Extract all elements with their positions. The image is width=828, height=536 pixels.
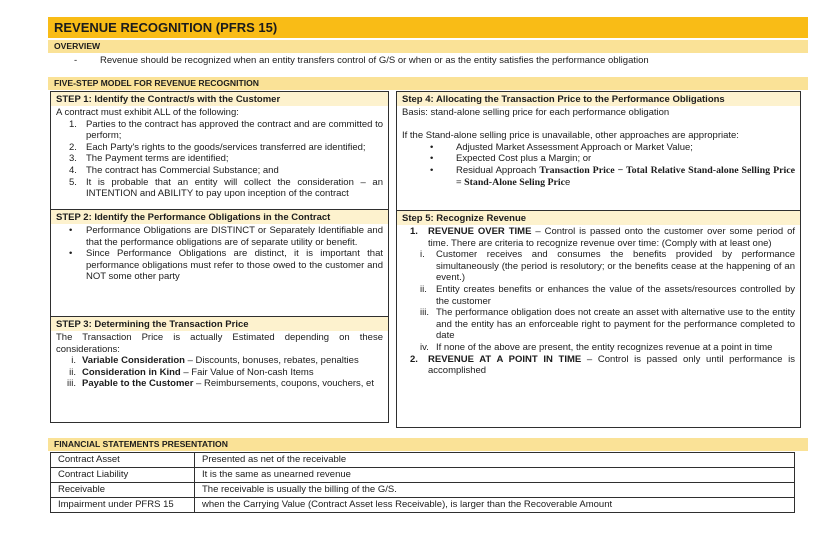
roman-marker: i. [71, 355, 76, 367]
five-step-heading: FIVE-STEP MODEL FOR REVENUE RECOGNITION [48, 77, 808, 90]
list-marker: 5. [69, 176, 77, 188]
table-row [51, 498, 795, 513]
bullet-marker: • [430, 153, 434, 165]
step-3-intro: The Transaction Price is actually Estimated depending on these considerations: [56, 332, 383, 355]
step-5-section [397, 210, 800, 427]
overview-bullet [48, 55, 808, 67]
blank-line [402, 119, 795, 131]
sub-list-item [402, 307, 795, 342]
step-1-intro: A contract must exhibit ALL of the following: [56, 107, 239, 118]
overview-bullet-text: Revenue should be recognized when an entity transfers control of G/S or when or as the entity satisfies the performance obligation [100, 55, 649, 66]
table-row [51, 468, 795, 483]
bold-term: REVENUE AT A POINT IN TIME [428, 353, 582, 365]
bold-term: Payable to the Customer [82, 378, 194, 390]
bullet-marker: • [69, 225, 73, 236]
list-text: Performance Obligations are DISTINCT or Separately Identifiable and that the performance obligations are of separate utility or benefit. [86, 225, 383, 248]
bullet-marker: • [430, 164, 434, 176]
step-1-section [51, 92, 388, 209]
list-text [428, 354, 795, 377]
bold-term: REVENUE OVER TIME [428, 226, 532, 237]
list-text: It is probable that an entity will collect the consideration – an INTENTION and ABILITY to pay upon inception of the contract [86, 176, 383, 200]
step-2-body [51, 224, 388, 316]
bullet-marker: • [430, 141, 434, 153]
term-definition: – Reimbursements, coupons, vouchers, et [193, 378, 374, 390]
financial-statements-heading: FINANCIAL STATEMENTS PRESENTATION [48, 438, 808, 451]
list-text [82, 367, 383, 379]
list-item [56, 142, 383, 154]
sub-list-item [402, 342, 795, 354]
step-3-header: STEP 3: Determining the Transaction Price [51, 317, 388, 331]
step-4-body [397, 106, 800, 210]
roman-marker: i. [420, 249, 425, 261]
list-text: Expected Cost plus a Margin; or [456, 153, 592, 165]
list-marker: 1. [410, 226, 418, 237]
step-2-section [51, 209, 388, 316]
list-item-revenue-at-point-in-time [402, 354, 795, 377]
step-4-header: Step 4: Allocating the Transaction Price to the Performance Obligations [397, 92, 800, 106]
list-text: The Payment terms are identified; [86, 153, 229, 165]
formula-tail: e [565, 176, 571, 188]
term-definition: – Control is passed onto the customer over some period of time. There are criteria to recognize revenue over time: (Comply with at least one) [428, 226, 795, 249]
list-text: Customer receives and consumes the benefits provided by performance simultaneously (the period is resolutory; or the benefits cease at the happening of an event.) [436, 249, 795, 284]
step-2-header: STEP 2: Identify the Performance Obligations in the Contract [51, 210, 388, 224]
row-value: when the Carrying Value (Contract Asset less Receivable), is larger than the Recoverable Amount [195, 498, 795, 513]
dash-marker: - [74, 55, 78, 66]
row-label: Receivable [51, 483, 195, 498]
list-marker: 2. [410, 353, 418, 365]
list-text [82, 378, 383, 390]
list-text [428, 226, 795, 249]
step-3-section [51, 316, 388, 421]
list-item [402, 142, 795, 154]
roman-marker: iii. [420, 307, 429, 319]
residual-approach-label: Residual Approach [456, 164, 540, 176]
term-definition: – Fair Value of Non-cash Items [180, 366, 314, 378]
roman-marker: iii. [67, 378, 76, 390]
financial-statements-table [50, 452, 795, 513]
list-text: Since Performance Obligations are distinct, it is important that performance obligations must refer to those owed to the customer and NOT some other party [86, 248, 383, 283]
step-4-section [397, 92, 800, 210]
list-text: The performance obligation does not create an asset with alternative use to the entity and the entity has an enforceable right to payment for the performance completed to date [436, 307, 795, 342]
row-value: It is the same as unearned revenue [195, 468, 795, 483]
row-value: The receivable is usually the billing of the G/S. [195, 483, 795, 498]
list-item [56, 378, 383, 390]
step-3-body [51, 331, 388, 421]
list-text: If none of the above are present, the entity recognizes revenue at a point in time [436, 341, 773, 353]
table-row [51, 453, 795, 468]
overview-heading: OVERVIEW [48, 40, 808, 53]
row-label: Contract Liability [51, 468, 195, 483]
row-value: Presented as net of the receivable [195, 453, 795, 468]
sub-list-item [402, 284, 795, 307]
list-marker: 4. [69, 164, 77, 176]
list-marker: 3. [69, 153, 77, 165]
list-item [56, 177, 383, 200]
term-definition: – Discounts, bonuses, rebates, penalties [184, 355, 359, 367]
step-4-intro: If the Stand-alone selling price is unavailable, other approaches are appropriate: [402, 130, 739, 142]
bold-term: Consideration in Kind [82, 366, 181, 378]
list-text: Parties to the contract has approved the contract and are committed to perform; [86, 118, 383, 142]
table-row [51, 483, 795, 498]
step-5-header: Step 5: Recognize Revenue [397, 211, 800, 225]
list-item [56, 153, 383, 165]
step-1-header: STEP 1: Identify the Contract/s with the Customer [51, 92, 388, 106]
list-text [456, 165, 795, 188]
bold-term: Variable Consideration [82, 355, 185, 367]
list-text: Entity creates benefits or enhances the value of the assets/resources controlled by the customer [436, 283, 795, 307]
roman-marker: ii. [69, 366, 76, 378]
list-marker: 1. [69, 118, 77, 130]
stand-alone-price-formula: Transaction Price − Total Relative Stand-alone Selling Price = Stand-Alone Seling Pric [456, 164, 795, 188]
list-text [82, 355, 383, 367]
page-title: REVENUE RECOGNITION (PFRS 15) [48, 17, 808, 38]
five-step-right-column [396, 91, 801, 428]
five-step-left-column [50, 91, 389, 423]
sub-list-item [402, 249, 795, 284]
list-text: Each Party's rights to the goods/services transferred are identified; [86, 141, 366, 153]
list-text: The contract has Commercial Substance; and [86, 164, 279, 176]
list-item [402, 153, 795, 165]
list-item [56, 165, 383, 177]
roman-marker: ii. [420, 283, 427, 295]
step-5-body [397, 225, 800, 427]
list-item-revenue-over-time [402, 226, 795, 249]
list-marker: 2. [69, 141, 77, 153]
step-1-body [51, 106, 388, 209]
bullet-marker: • [69, 248, 73, 260]
list-item [56, 355, 383, 367]
list-item [56, 119, 383, 142]
step-4-basis: Basis: stand-alone selling price for each performance obligation [402, 107, 670, 118]
list-item [56, 367, 383, 379]
row-label: Contract Asset [51, 453, 195, 468]
list-item [56, 225, 383, 248]
roman-marker: iv. [420, 341, 429, 353]
list-item [402, 165, 795, 188]
list-item [56, 248, 383, 283]
list-text: Adjusted Market Assessment Approach or Market Value; [456, 141, 693, 153]
row-label: Impairment under PFRS 15 [51, 498, 195, 513]
term-definition: – Control is passed only until performance is accomplished [428, 353, 795, 377]
